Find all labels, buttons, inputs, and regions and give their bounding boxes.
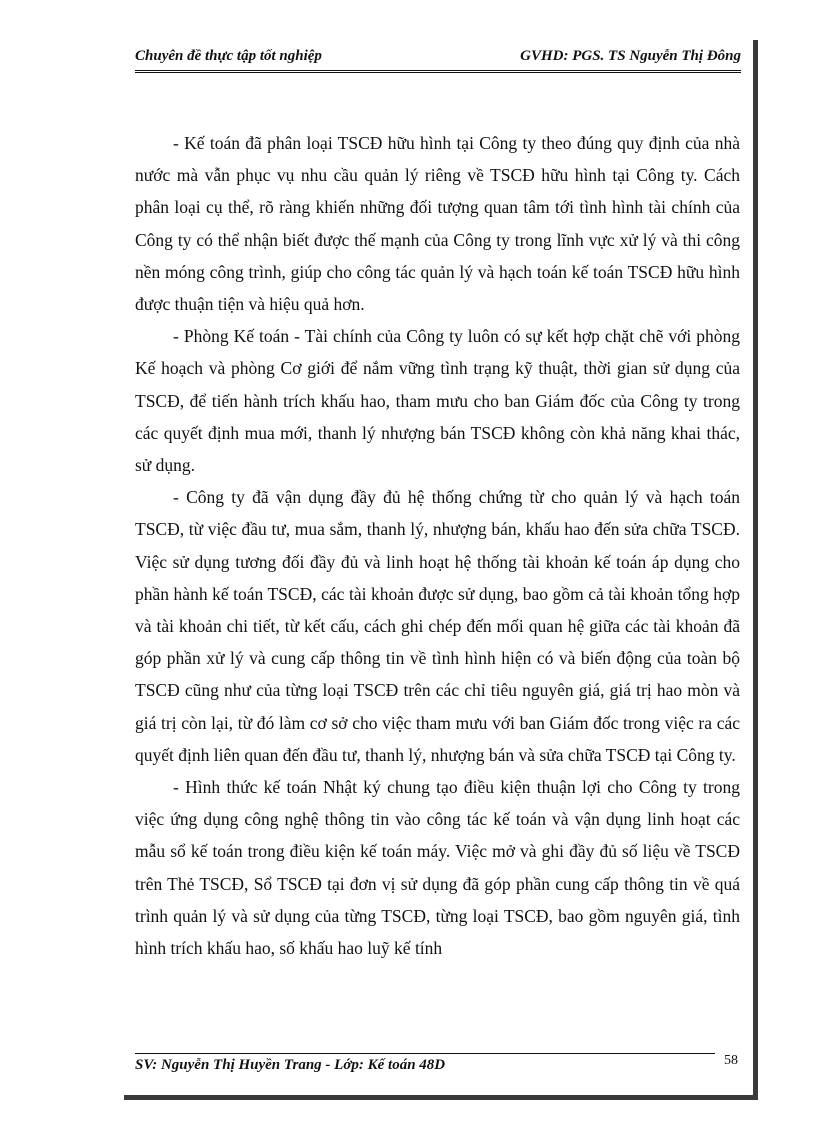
footer-student-info: SV: Nguyễn Thị Huyền Trang - Lớp: Kế toán 48D [135, 1057, 446, 1073]
header-rule [135, 70, 741, 73]
header-report-title: Chuyên đề thực tập tốt nghiệp [135, 48, 322, 64]
paragraph-classification: - Kế toán đã phân loại TSCĐ hữu hình tại Công ty theo đúng quy định của nhà nước mà vẫn phục vụ nhu cầu quản lý riêng về TSCĐ hữu hình tại Công ty. Cách phân loại cụ thể, rõ ràng khiến những đối tượng quan tâm tới tình hình tài chính của Công ty có thể nhận biết được thế mạnh của Công ty trong lĩnh vực xử lý và thi công nền móng công trình, giúp cho công tác quản lý và hạch toán kế toán TSCĐ hữu hình được thuận tiện và hiệu quả hơn. [135, 133, 740, 315]
body-text [135, 127, 740, 964]
page-number: 58 [724, 1053, 738, 1068]
paragraph-general-journal: - Hình thức kế toán Nhật ký chung tạo điều kiện thuận lợi cho Công ty trong việc ứng dụng công nghệ thông tin vào công tác kế toán và vận dụng linh hoạt các mẫu sổ kế toán trong điều kiện kế toán máy. Việc mở và ghi đầy đủ số liệu về TSCĐ trên Thẻ TSCĐ, Sổ TSCĐ tại đơn vị sử dụng đã góp phần cung cấp thông tin về quá trình quản lý và sử dụng của từng TSCĐ, từng loại TSCĐ, bao gồm nguyên giá, tình hình trích khấu hao, số khấu hao luỹ kế tính [135, 777, 740, 959]
page-header [135, 48, 741, 70]
footer-rule [135, 1053, 715, 1054]
paragraph-documents-accounts: - Công ty đã vận dụng đầy đủ hệ thống chứng từ cho quản lý và hạch toán TSCĐ, từ việc đầu tư, mua sắm, thanh lý, nhượng bán, khấu hao đến sửa chữa TSCĐ. Việc sử dụng tương đối đầy đủ và linh hoạt hệ thống tài khoản kế toán áp dụng cho phần hành kế toán TSCĐ, các tài khoản được sử dụng, bao gồm cả tài khoản tổng hợp và tài khoản chi tiết, từ kết cấu, cách ghi chép đến mối quan hệ giữa các tài khoản đã góp phần xử lý và cung cấp thông tin về tình hình hiện có và biến động của toàn bộ TSCĐ cũng như của từng loại TSCĐ trên các chỉ tiêu nguyên giá, giá trị hao mòn và giá trị còn lại, từ đó làm cơ sở cho việc tham mưu với ban Giám đốc trong việc ra các quyết định liên quan đến đầu tư, thanh lý, nhượng bán và sửa chữa TSCĐ tại Công ty. [135, 487, 740, 765]
paragraph-department-coordination: - Phòng Kế toán - Tài chính của Công ty luôn có sự kết hợp chặt chẽ với phòng Kế hoạch và phòng Cơ giới để nắm vững tình trạng kỹ thuật, thời gian sử dụng của TSCĐ, để tiến hành trích khấu hao, tham mưu cho ban Giám đốc của Công ty trong các quyết định mua mới, thanh lý nhượng bán TSCĐ không còn khả năng khai thác, sử dụng. [135, 326, 740, 476]
header-supervisor: GVHD: PGS. TS Nguyễn Thị Đông [520, 48, 741, 64]
